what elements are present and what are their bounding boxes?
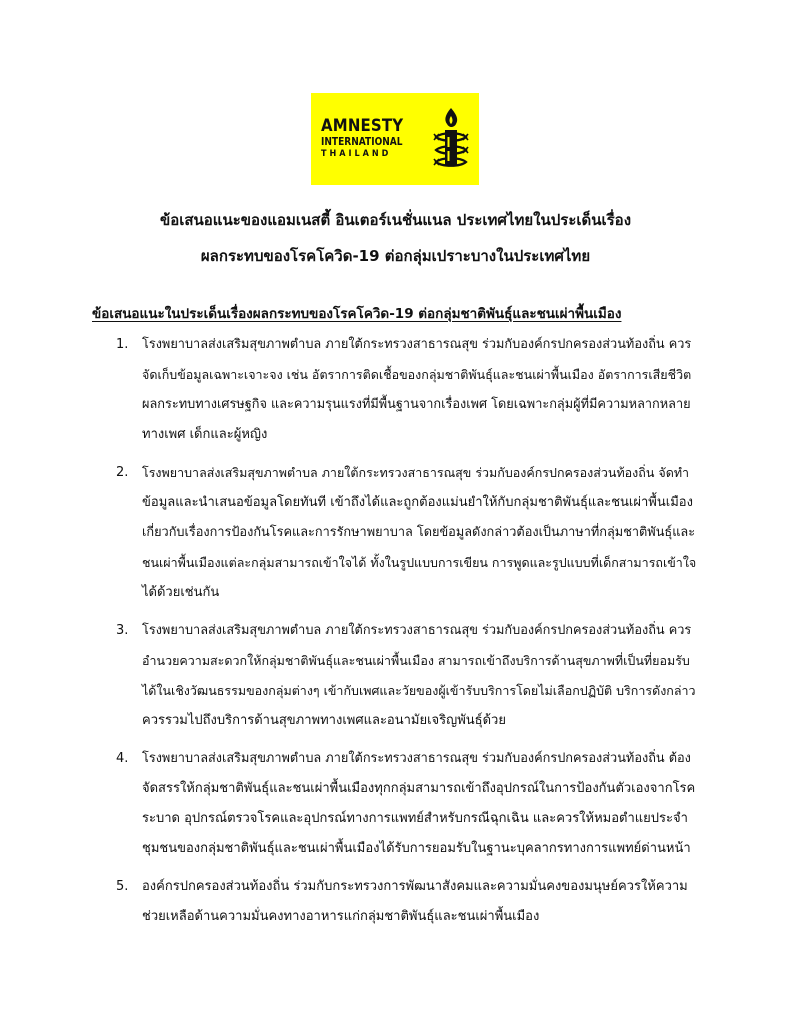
list-item-text-line: จัดสรรให้กลุ่มชาติพันธุ์และชนเผ่าพื้นเมืองทุกกลุ่มสามารถเข้าถึงอุปกรณ์ในการป้องกันตัวเองจากโรค: [142, 781, 696, 796]
list-item-text-line: จัดเก็บข้อมูลเฉพาะเจาะจง เช่น อัตราการติดเชื้อของกลุ่มชาติพันธุ์และชนเผ่าพื้นเมือง อัตราการเสียชีวิต: [142, 367, 692, 382]
list-item-number: 3.: [116, 623, 129, 638]
list-item-text-line: ได้ในเชิงวัฒนธรรมของกลุ่มต่างๆ เข้ากับเพศและวัยของผู้เข้ารับบริการโดยไม่เลือกปฏิบัติ บริการดังกล่าว: [142, 683, 696, 698]
logo-line-international: INTERNATIONAL: [321, 136, 403, 148]
list-item-number: 2.: [116, 465, 129, 480]
list-item-text-line: ทางเพศ เด็กและผู้หญิง: [142, 427, 268, 442]
list-item-text-line: โรงพยาบาลส่งเสริมสุขภาพตำบล ภายใต้กระทรวงสาธารณสุข ร่วมกับองค์กรปกครองส่วนท้องถิ่น ควร: [142, 337, 692, 352]
list-item-text-line: โรงพยาบาลส่งเสริมสุขภาพตำบล ภายใต้กระทรวงสาธารณสุข ร่วมกับองค์กรปกครองส่วนท้องถิ่น ควร: [142, 623, 692, 638]
list-item-text-line: โรงพยาบาลส่งเสริมสุขภาพตำบล ภายใต้กระทรวงสาธารณสุข ร่วมกับองค์กรปกครองส่วนท้องถิ่น ต้อง: [142, 751, 691, 766]
list-item: [0, 744, 791, 864]
candle-barbed-wire-icon: [432, 107, 470, 173]
list-item-text-line: ช่วยเหลือด้านความมั่นคงทางอาหารแก่กลุ่มชาติพันธุ์และชนเผ่าพื้นเมือง: [142, 909, 540, 924]
list-item-text-line: โรงพยาบาลส่งเสริมสุขภาพตำบล ภายใต้กระทรวงสาธารณสุข ร่วมกับองค์กรปกครองส่วนท้องถิ่น จัดทำ: [142, 465, 690, 480]
section-heading: ข้อเสนอแนะในประเด็นเรื่องผลกระทบของโรคโควิด-19 ต่อกลุ่มชาติพันธุ์และชนเผ่าพื้นเมือง: [92, 306, 622, 322]
amnesty-logo: [311, 93, 479, 185]
list-item-text-line: ชนเผ่าพื้นเมืองแต่ละกลุ่มสามารถเข้าใจได้ ทั้งในรูปแบบการเขียน การพูดและรูปแบบที่เด็กสามารถเข้าใจ: [142, 555, 697, 570]
recommendation-list: [0, 330, 791, 940]
list-item-number: 5.: [116, 879, 129, 894]
list-item-text-line: ชุมชนของกลุ่มชาติพันธุ์และชนเผ่าพื้นเมืองได้รับการยอมรับในฐานะบุคลากรทางการแพทย์ด่านหน้า: [142, 841, 691, 856]
logo-wordmark: [321, 118, 421, 159]
list-item: [0, 872, 791, 932]
logo-line-thailand: THAILAND: [321, 148, 392, 159]
list-item-number: 4.: [116, 751, 129, 766]
list-item-text-line: เกี่ยวกับเรื่องการป้องกันโรคและการรักษาพยาบาล โดยข้อมูลดังกล่าวต้องเป็นภาษาที่กลุ่มชาติพันธุ์และ: [142, 525, 696, 540]
list-item-text-line: ได้ด้วยเช่นกัน: [142, 585, 220, 600]
list-item: [0, 458, 791, 608]
document-title-line-2: ผลกระทบของโรคโควิด-19 ต่อกลุ่มเปราะบางในประเทศไทย: [200, 247, 591, 265]
list-item-number: 1.: [116, 337, 129, 352]
logo-line-amnesty: AMNESTY: [321, 116, 404, 136]
document-title-line-1: ข้อเสนอแนะของแอมเนสตี้ อินเตอร์เนชั่นแนล ประเทศไทยในประเด็นเรื่อง: [159, 211, 632, 229]
list-item-text-line: ควรรวมไปถึงบริการด้านสุขภาพทางเพศและอนามัยเจริญพันธุ์ด้วย: [142, 713, 506, 728]
list-item-text-line: องค์กรปกครองส่วนท้องถิ่น ร่วมกับกระทรวงการพัฒนาสังคมและความมั่นคงของมนุษย์ควรให้ความ: [142, 879, 688, 894]
list-item-text-line: อำนวยความสะดวกให้กลุ่มชาติพันธุ์และชนเผ่าพื้นเมือง สามารถเข้าถึงบริการด้านสุขภาพที่เป็นที่ยอมรับ: [142, 653, 690, 668]
list-item-text-line: ข้อมูลและนำเสนอข้อมูลโดยทันที เข้าถึงได้และถูกต้องแม่นยำให้กับกลุ่มชาติพันธุ์และชนเผ่าพื้นเมือง: [142, 495, 693, 510]
list-item-text-line: ผลกระทบทางเศรษฐกิจ และความรุนแรงที่มีพื้นฐานจากเรื่องเพศ โดยเฉพาะกลุ่มผู้ที่มีความหลากหลาย: [142, 397, 691, 412]
list-item-text-line: ระบาด อุปกรณ์ตรวจโรคและอุปกรณ์ทางการแพทย์สำหรับกรณีฉุกเฉิน และควรให้หมอตำแยประจำ: [142, 811, 688, 826]
list-item: [0, 616, 791, 736]
list-item: [0, 330, 791, 450]
